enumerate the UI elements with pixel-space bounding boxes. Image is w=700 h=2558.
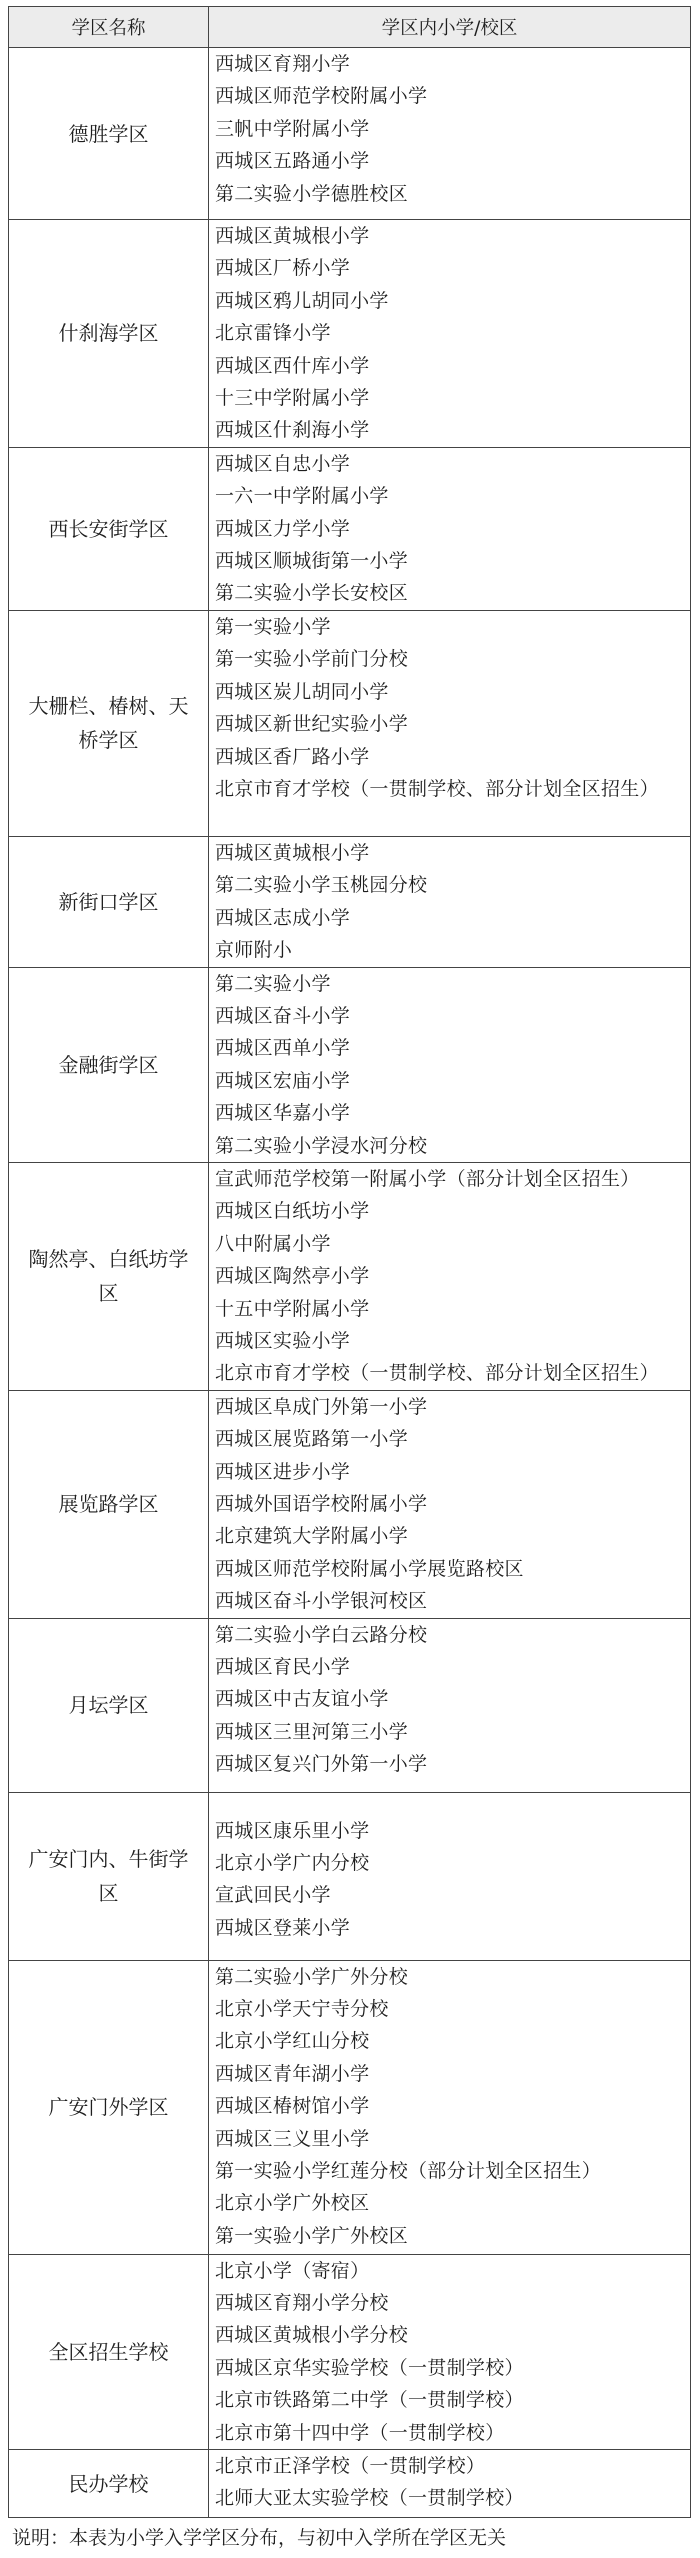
school-item: 第二实验小学白云路分校 bbox=[215, 1623, 428, 1646]
school-item: 西城区厂桥小学 bbox=[215, 257, 351, 280]
school-item: 西城区奋斗小学银河校区 bbox=[215, 1590, 428, 1613]
school-list bbox=[209, 447, 691, 610]
table-row bbox=[9, 1792, 691, 1960]
school-item: 西城区陶然亭小学 bbox=[215, 1265, 370, 1288]
district-name: 什刹海学区 bbox=[9, 220, 209, 448]
table-row bbox=[9, 2254, 691, 2449]
table-row bbox=[9, 447, 691, 610]
school-item: 西城区进步小学 bbox=[215, 1460, 351, 1483]
school-item: 西城区黄城根小学 bbox=[215, 225, 370, 247]
school-item: 西城区实验小学 bbox=[215, 1329, 351, 1352]
district-table bbox=[8, 6, 691, 2518]
school-item: 西城区京华实验学校（一贯制学校） bbox=[215, 2356, 524, 2379]
table-row bbox=[9, 48, 691, 220]
district-name: 广安门内、牛街学区 bbox=[9, 1792, 209, 1960]
district-name: 月坛学区 bbox=[9, 1618, 209, 1792]
school-item: 一六一中学附属小学 bbox=[215, 485, 389, 508]
school-item: 西城区西什库小学 bbox=[215, 354, 370, 377]
table-row bbox=[9, 1960, 691, 2254]
school-item: 西城区育民小学 bbox=[215, 1656, 351, 1679]
table-row bbox=[9, 2450, 691, 2518]
school-item: 北京市第十四中学（一贯制学校） bbox=[215, 2421, 505, 2444]
district-name: 大栅栏、椿树、天桥学区 bbox=[9, 610, 209, 836]
school-district-document bbox=[8, 6, 690, 2558]
table-row bbox=[9, 1162, 691, 1390]
school-item: 北京小学广外校区 bbox=[215, 2192, 370, 2215]
school-list bbox=[209, 220, 691, 448]
school-list bbox=[209, 967, 691, 1162]
district-name: 展览路学区 bbox=[9, 1390, 209, 1618]
table-row bbox=[9, 1390, 691, 1618]
district-name: 新街口学区 bbox=[9, 836, 209, 967]
school-item: 三帆中学附属小学 bbox=[215, 117, 370, 140]
table-row bbox=[9, 1618, 691, 1792]
school-item: 宣武回民小学 bbox=[215, 1884, 331, 1907]
school-item: 第二实验小学 bbox=[215, 972, 331, 995]
school-item: 西城区中古友谊小学 bbox=[215, 1688, 389, 1711]
school-item: 西城区西单小学 bbox=[215, 1037, 351, 1060]
school-item: 北京市正泽学校（一贯制学校） bbox=[215, 2455, 486, 2478]
school-list bbox=[209, 836, 691, 967]
district-name: 广安门外学区 bbox=[9, 1960, 209, 2254]
school-item: 第二实验小学玉桃园分校 bbox=[215, 874, 428, 897]
district-name: 金融街学区 bbox=[9, 967, 209, 1162]
school-list bbox=[209, 1960, 691, 2254]
school-item: 西城区黄城根小学 bbox=[215, 841, 370, 864]
school-list bbox=[209, 48, 691, 220]
school-item: 西城区顺城街第一小学 bbox=[215, 550, 409, 573]
school-item: 西城区复兴门外第一小学 bbox=[215, 1753, 428, 1776]
district-name: 陶然亭、白纸坊学区 bbox=[9, 1162, 209, 1390]
school-item: 第二实验小学德胜校区 bbox=[215, 182, 409, 205]
school-item: 北京小学天宁寺分校 bbox=[215, 1998, 389, 2021]
header-district-name: 学区名称 bbox=[9, 7, 209, 48]
school-item: 西城区什刹海小学 bbox=[215, 419, 370, 442]
district-name: 西长安街学区 bbox=[9, 447, 209, 610]
school-list bbox=[209, 1162, 691, 1390]
school-item: 北京建筑大学附属小学 bbox=[215, 1525, 409, 1548]
table-row bbox=[9, 220, 691, 448]
school-item: 西城区阜成门外第一小学 bbox=[215, 1395, 428, 1418]
school-list bbox=[209, 1792, 691, 1960]
school-list bbox=[209, 2254, 691, 2449]
school-item: 第一实验小学红莲分校（部分计划全区招生） bbox=[215, 2160, 602, 2183]
school-item: 西城区三里河第三小学 bbox=[215, 1720, 409, 1743]
school-item: 西城外国语学校附属小学 bbox=[215, 1493, 428, 1515]
table-row bbox=[9, 967, 691, 1162]
school-item: 北京小学广内分校 bbox=[215, 1852, 370, 1875]
school-item: 十三中学附属小学 bbox=[215, 387, 370, 410]
school-item: 北京小学红山分校 bbox=[215, 2030, 370, 2053]
school-item: 北京小学（寄宿） bbox=[215, 2259, 370, 2282]
school-item: 西城区师范学校附属小学展览路校区 bbox=[215, 1557, 524, 1580]
school-list bbox=[209, 1390, 691, 1618]
table-body bbox=[9, 48, 691, 2518]
school-item: 西城区五路通小学 bbox=[215, 150, 370, 173]
school-list bbox=[209, 610, 691, 836]
school-item: 第一实验小学广外校区 bbox=[215, 2224, 409, 2247]
table-row bbox=[9, 836, 691, 967]
school-item: 北京市育才学校（一贯制学校、部分计划全区招生） bbox=[215, 1362, 659, 1385]
school-item: 西城区炭儿胡同小学 bbox=[215, 680, 389, 703]
school-item: 北京雷锋小学 bbox=[215, 322, 331, 345]
table-row bbox=[9, 610, 691, 836]
school-item: 西城区白纸坊小学 bbox=[215, 1200, 370, 1223]
school-item: 十五中学附属小学 bbox=[215, 1297, 370, 1320]
school-item: 西城区黄城根小学分校 bbox=[215, 2324, 409, 2347]
school-item: 第二实验小学浸水河分校 bbox=[215, 1134, 428, 1157]
school-item: 北京市育才学校（一贯制学校、部分计划全区招生） bbox=[215, 777, 659, 800]
school-item: 西城区鸦儿胡同小学 bbox=[215, 289, 389, 312]
school-list bbox=[209, 2450, 691, 2518]
school-item: 西城区师范学校附属小学 bbox=[215, 85, 428, 108]
school-item: 宣武师范学校第一附属小学（部分计划全区招生） bbox=[215, 1167, 640, 1190]
school-item: 西城区康乐里小学 bbox=[215, 1819, 370, 1842]
school-item: 西城区自忠小学 bbox=[215, 452, 351, 475]
district-name: 全区招生学校 bbox=[9, 2254, 209, 2449]
school-item: 西城区育翔小学分校 bbox=[215, 2292, 389, 2315]
table-header-row bbox=[9, 7, 691, 48]
school-item: 北京市铁路第二中学（一贯制学校） bbox=[215, 2389, 524, 2412]
school-item: 第一实验小学前门分校 bbox=[215, 648, 409, 671]
school-item: 西城区新世纪实验小学 bbox=[215, 713, 409, 736]
district-name: 民办学校 bbox=[9, 2450, 209, 2518]
school-item: 西城区展览路第一小学 bbox=[215, 1428, 409, 1451]
school-item: 北师大亚太实验学校（一贯制学校） bbox=[215, 2487, 524, 2510]
school-item: 西城区志成小学 bbox=[215, 906, 351, 929]
school-item: 西城区青年湖小学 bbox=[215, 2062, 370, 2085]
footnote: 说明：本表为小学入学学区分布，与初中入学所在学区无关 bbox=[12, 2527, 507, 2550]
school-item: 第二实验小学长安校区 bbox=[215, 582, 409, 605]
school-item: 西城区力学小学 bbox=[215, 517, 351, 540]
district-name: 德胜学区 bbox=[9, 48, 209, 220]
school-item: 西城区椿树馆小学 bbox=[215, 2095, 370, 2118]
school-item: 第一实验小学 bbox=[215, 615, 331, 638]
school-item: 京师附小 bbox=[215, 939, 293, 962]
school-item: 八中附属小学 bbox=[215, 1232, 331, 1255]
school-item: 西城区育翔小学 bbox=[215, 53, 351, 75]
school-item: 西城区奋斗小学 bbox=[215, 1004, 351, 1027]
school-item: 西城区三义里小学 bbox=[215, 2127, 370, 2150]
school-list bbox=[209, 1618, 691, 1792]
school-item: 西城区登莱小学 bbox=[215, 1916, 351, 1939]
header-schools: 学区内小学/校区 bbox=[209, 7, 691, 48]
school-item: 西城区华嘉小学 bbox=[215, 1102, 351, 1125]
school-item: 西城区宏庙小学 bbox=[215, 1069, 351, 1092]
school-item: 西城区香厂路小学 bbox=[215, 745, 370, 768]
school-item: 第二实验小学广外分校 bbox=[215, 1965, 409, 1988]
